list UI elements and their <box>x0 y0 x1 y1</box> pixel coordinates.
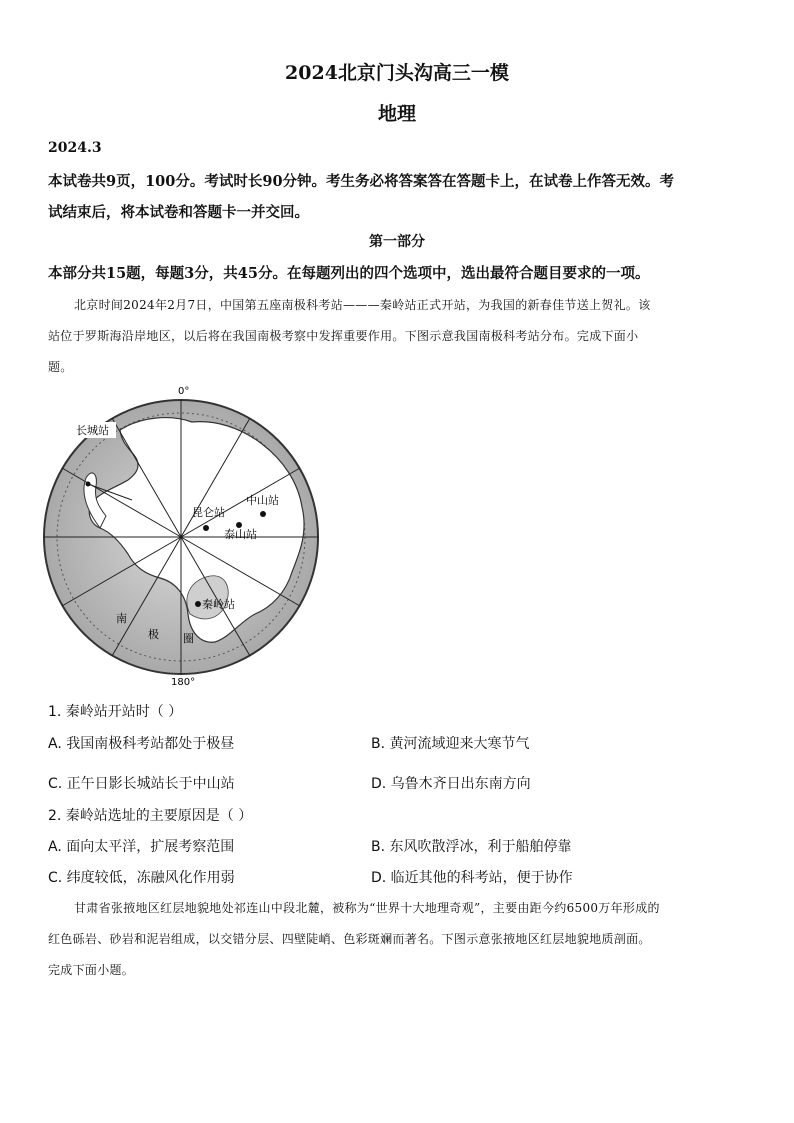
question-1-option-c[interactable]: C. 正午日影长城站长于中山站 <box>48 776 235 792</box>
kunlun-station-dot <box>203 525 209 531</box>
question-1-option-b[interactable]: B. 黄河流域迎来大寒节气 <box>371 736 530 752</box>
question-2-option-d[interactable]: D. 临近其他的科考站，便于协作 <box>371 870 573 886</box>
kunlun-station-label: 昆仑站 <box>192 506 225 519</box>
exam-date: 2024.3 <box>48 140 102 156</box>
zhongshan-station-dot <box>260 511 266 517</box>
instructions-line-2: 试结束后，将本试卷和答题卡一并交回。 <box>48 204 309 221</box>
antarctic-circle-char-3: 圈 <box>183 632 194 645</box>
exam-title: 2024北京门头沟高三一模 <box>285 62 509 84</box>
passage1-line-2: 站位于罗斯海沿岸地区，以后将在我国南极考察中发挥重要作用。下图示意我国南极科考站分布。完成下面小 <box>48 329 639 343</box>
antarctic-circle-char-2: 极 <box>148 628 159 641</box>
qinling-station-dot <box>195 601 201 607</box>
map-label-0deg: 0° <box>178 386 190 397</box>
passage2-line-1: 甘肃省张掖地区红层地貌地处祁连山中段北麓，被称为“世界十大地理奇观”，主要由距今约6500万年形成的 <box>74 901 660 915</box>
section-title: 第一部分 <box>369 234 425 250</box>
passage1-line-1: 北京时间2024年2月7日，中国第五座南极科考站———秦岭站正式开站，为我国的新春佳节送上贺礼。该 <box>74 298 651 312</box>
map-label-180deg: 180° <box>171 677 196 688</box>
taishan-station-label: 泰山站 <box>224 528 257 541</box>
section-description: 本部分共15题，每题3分，共45分。在每题列出的四个选项中，选出最符合题目要求的一项。 <box>48 265 650 282</box>
question-2-stem: 2. 秦岭站选址的主要原因是（ ） <box>48 808 253 824</box>
question-2-option-c[interactable]: C. 纬度较低，冻融风化作用弱 <box>48 870 235 886</box>
question-1-stem: 1. 秦岭站开站时（ ） <box>48 704 183 720</box>
question-2-option-b[interactable]: B. 东风吹散浮冰，利于船舶停靠 <box>371 839 572 855</box>
zhongshan-station-label: 中山站 <box>246 494 279 507</box>
passage1-line-3: 题。 <box>48 360 73 374</box>
passage2-line-3: 完成下面小题。 <box>48 963 135 977</box>
question-1-option-d[interactable]: D. 乌鲁木齐日出东南方向 <box>371 776 531 792</box>
antarctic-circle-char-1: 南 <box>116 612 127 625</box>
instructions-line-1: 本试卷共9页，100分。考试时长90分钟。考生务必将答案答在答题卡上，在试卷上作答无效。考 <box>48 173 675 190</box>
qinling-station-label: 秦岭站 <box>202 598 235 611</box>
passage2-line-2: 红色砾岩、砂岩和泥岩组成，以交错分层、四壁陡峭、色彩斑斓而著名。下图示意张掖地区红层地貌地质剖面。 <box>48 932 651 946</box>
question-2-option-a[interactable]: A. 面向太平洋，扩展考察范围 <box>48 839 235 855</box>
changcheng-station-dot <box>86 482 91 487</box>
antarctica-station-map <box>40 382 330 690</box>
question-1-option-a[interactable]: A. 我国南极科考站都处于极昼 <box>48 736 235 752</box>
changcheng-station-label: 长城站 <box>76 424 109 437</box>
subject-title: 地理 <box>377 103 416 125</box>
